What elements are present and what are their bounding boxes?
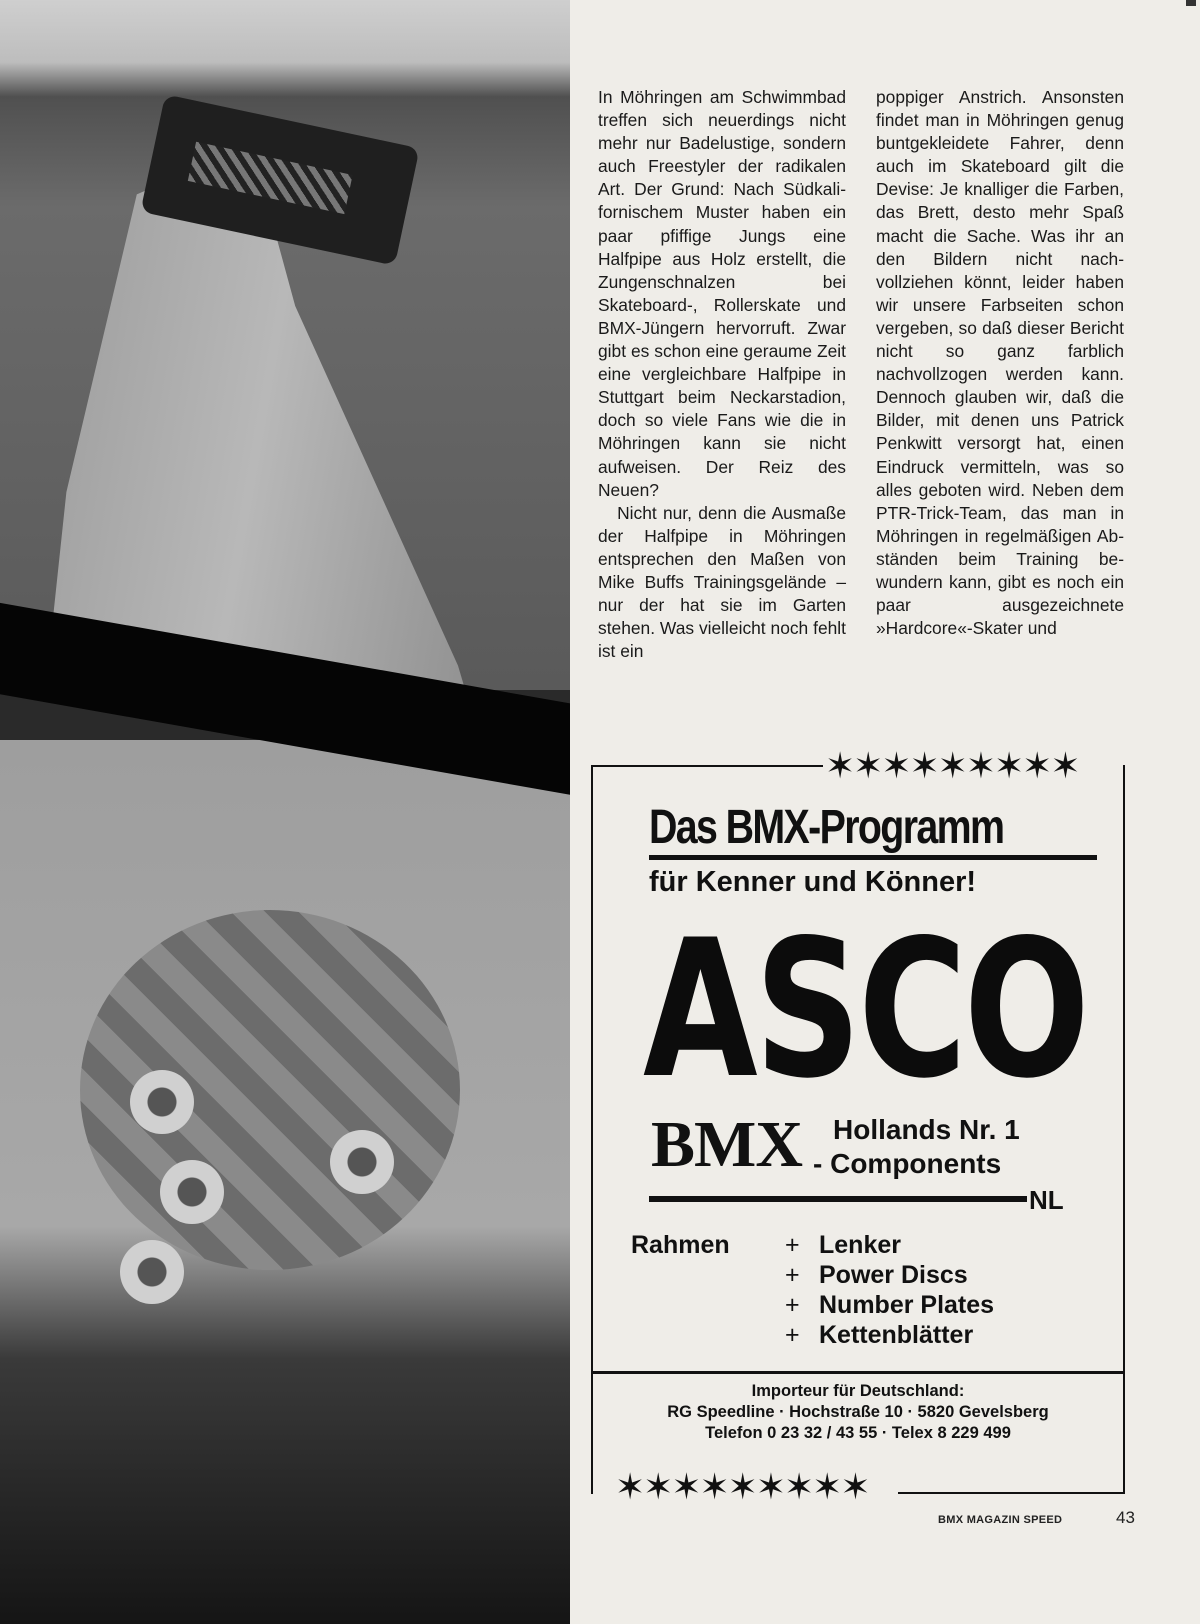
product-item: Kettenblätter [819, 1321, 974, 1349]
asco-advertisement [591, 746, 1125, 1508]
photo-column [0, 0, 570, 1624]
page-number: 43 [1116, 1508, 1135, 1527]
ad-headline: Das BMX-Programm [649, 801, 1004, 854]
rollerskater-photo [0, 740, 570, 1624]
product-lead: Rahmen [631, 1231, 730, 1259]
article-paragraph: In Möhringen am Schwimmbad treffen sich neuerdings nicht mehr nur Badelustige, sondern auch Freestyler der radikalen Art. Der Grund: Nach Südkalifornischem Muster haben ein paar pfiffige Jungs eine Halfpipe aus Holz erstellt, die Zungenschnalzen bei Skateboard-, Rollerskate und BMX-Jüngern hervorruft. Zwar gibt es schon eine geraume Zeit eine vergleichbare Halfpipe in Stuttgart beim Neckarstadion, doch so viele Fans wie die in Möhringen kann sie nicht aufweisen. Der Reiz des Neuen? [598, 87, 846, 500]
product-row [631, 1230, 1111, 1260]
product-item: Number Plates [819, 1291, 995, 1319]
plus-sign: + [785, 1231, 800, 1259]
skate-wheel [330, 1130, 394, 1194]
product-list [631, 1230, 1111, 1350]
star-row-top: ✶✶✶✶✶✶✶✶✶ [825, 746, 1079, 787]
star-row-bottom: ✶✶✶✶✶✶✶✶✶ [615, 1467, 869, 1508]
bmx-wordmark: BMX [651, 1108, 802, 1181]
headline-underline [649, 855, 1097, 860]
importer-address: RG Speedline · Hochstraße 10 · 5820 Gevelsberg [667, 1403, 1049, 1421]
ad-subheadline: für Kenner und Könner! [649, 866, 977, 898]
plus-sign: + [785, 1321, 800, 1349]
ad-border-bottom [898, 1492, 1123, 1494]
ad-divider [593, 1371, 1123, 1374]
skateboard-halfpipe-photo [0, 0, 570, 690]
product-row [631, 1320, 1111, 1350]
corner-mark [1186, 0, 1196, 6]
magazine-footer: BMX MAGAZIN SPEED [938, 1514, 1063, 1526]
importer-block [593, 1381, 1123, 1444]
product-item: Lenker [819, 1231, 901, 1259]
ad-border-top [593, 765, 823, 767]
nl-rule [649, 1196, 1027, 1202]
plus-sign: + [785, 1261, 800, 1289]
product-item: Power Discs [819, 1261, 968, 1289]
tagline-components: - Components [813, 1148, 1002, 1179]
skate-wheel [120, 1240, 184, 1304]
article-paragraph: poppiger Anstrich. Ansonsten findet man in Möhringen genug buntgekleidete Fahrer, denn auch im Skateboard gilt die Devise: Je knalliger die Farben, das Brett, desto mehr Spaß macht die Sache. Was ihr an den Bildern nicht nachvollziehen könnt, leider haben wir unsere Farbseiten schon vergeben, so daß dieser Bericht nicht so ganz farblich nachvollzogen werden kann. Dennoch glauben wir, daß die Bilder, mit denen uns Patrick Penkwitt versorgt hat, einen Eindruck vermitteln, was so alles geboten wird. Neben dem PTR-Trick-Team, das man in Möhringen in regelmäßigen Abständen beim Training bewundern kann, gibt es noch ein paar ausgezeichnete »Hardcore«-Skater und [876, 87, 1124, 639]
article-paragraph: Nicht nur, denn die Ausmaße der Halfpipe in Möhringen entsprechen den Maßen von Mike Buffs Trainingsgelände – nur der hat sie im Garten stehen. Was vielleicht noch fehlt ist ein [598, 502, 846, 662]
asco-logo: ASCO [643, 899, 1087, 1120]
article-column-right [876, 86, 1124, 640]
importer-phone: Telefon 0 23 32 / 43 55 · Telex 8 229 499 [705, 1424, 1011, 1442]
product-row [631, 1260, 1111, 1290]
skate-wheel [130, 1070, 194, 1134]
country-code: NL [1029, 1185, 1064, 1215]
tagline-hollands: Hollands Nr. 1 [833, 1114, 1020, 1145]
product-row [631, 1290, 1111, 1320]
article-column-left [598, 86, 846, 663]
importer-title: Importeur für Deutschland: [751, 1382, 965, 1400]
plus-sign: + [785, 1291, 800, 1319]
skate-wheel [160, 1160, 224, 1224]
